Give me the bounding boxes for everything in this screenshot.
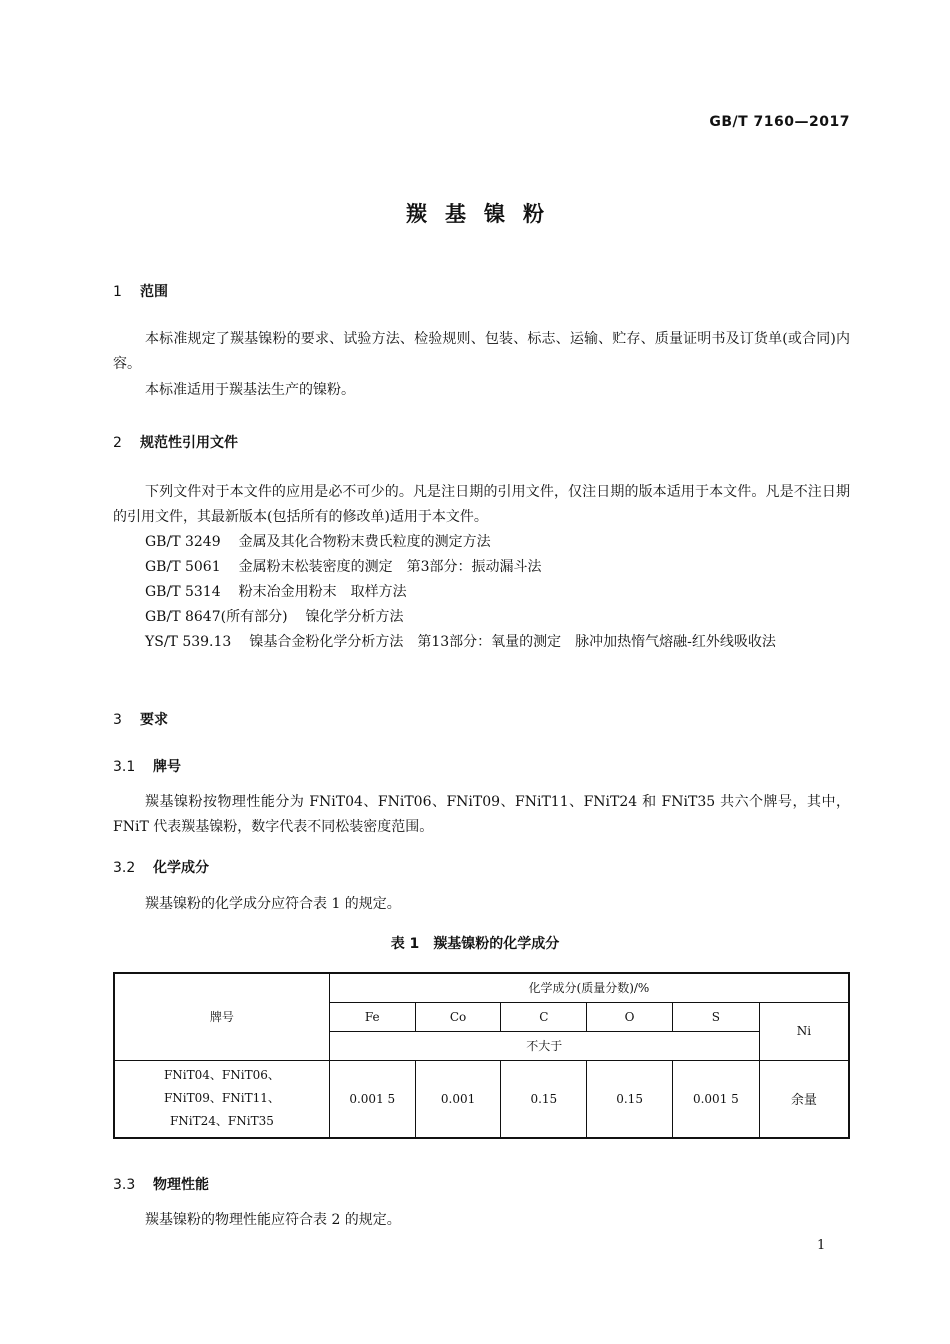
header-element-c: C (501, 1002, 587, 1031)
cell-co-value: 0.001 (415, 1060, 501, 1138)
reference-item (113, 605, 850, 630)
reference-code: YS/T 539.13 (145, 634, 232, 650)
subsection-title: 牌号 (153, 759, 181, 775)
section-number: 2 (113, 435, 122, 451)
reference-item (113, 555, 850, 580)
chemical-composition-table (113, 972, 850, 1139)
header-not-more-than: 不大于 (329, 1031, 759, 1060)
table-caption-number: 表 1 (390, 936, 420, 952)
section-1-para-1: 本标准规定了羰基镍粉的要求、试验方法、检验规则、包装、标志、运输、贮存、质量证明书及订货单(或合同)内容。 (113, 331, 850, 372)
subsection-3-3-heading (113, 1174, 209, 1194)
grade-line: FNiT09、FNiT11、 (163, 1091, 280, 1106)
reference-title: 金属及其化合物粉末费氏粒度的测定方法 (238, 534, 491, 550)
cell-grades (114, 1060, 329, 1138)
table-1-caption (0, 933, 950, 953)
cell-fe-value: 0.001 5 (329, 1060, 415, 1138)
section-2-heading (113, 432, 238, 452)
section-1-para-2: 本标准适用于羰基法生产的镍粉。 (145, 382, 355, 398)
section-title: 范围 (140, 284, 168, 300)
cell-c-value: 0.15 (501, 1060, 587, 1138)
section-title: 要求 (140, 712, 168, 728)
subsection-3-2-heading (113, 857, 209, 877)
reference-code: GB/T 5061 (145, 559, 221, 575)
subsection-3-2-para: 羰基镍粉的化学成分应符合表 1 的规定。 (145, 896, 401, 912)
subsection-title: 物理性能 (153, 1177, 209, 1193)
document-title: 羰基镍粉 (406, 202, 562, 226)
reference-item (113, 580, 850, 605)
cell-o-value: 0.15 (587, 1060, 673, 1138)
subsection-3-1-para: 羰基镍粉按物理性能分为 FNiT04、FNiT06、FNiT09、FNiT11、FNiT24 和 FNiT35 共六个牌号，其中，FNiT 代表羰基镍粉，数字代表不同松装密度范围。 (113, 794, 850, 835)
reference-title: 粉末冶金用粉末 取样方法 (238, 584, 407, 600)
section-title: 规范性引用文件 (140, 435, 238, 451)
header-element-fe: Fe (329, 1002, 415, 1031)
subsection-3-1-heading (113, 756, 181, 776)
cell-s-value: 0.001 5 (672, 1060, 759, 1138)
subsection-number: 3.1 (113, 759, 136, 775)
header-element-co: Co (415, 1002, 501, 1031)
section-1-heading (113, 281, 168, 301)
subsection-title: 化学成分 (153, 860, 209, 876)
section-3-heading (113, 709, 168, 729)
subsection-number: 3.2 (113, 860, 136, 876)
table-caption-title: 羰基镍粉的化学成分 (433, 936, 560, 952)
section-number: 3 (113, 712, 122, 728)
section-2-para-1: 下列文件对于本文件的应用是必不可少的。凡是注日期的引用文件，仅注日期的版本适用于本文件。凡是不注日期的引用文件，其最新版本(包括所有的修改单)适用于本文件。 (113, 484, 850, 525)
reference-title: 镍基合金粉化学分析方法 第13部分：氧量的测定 脉冲加热惰气熔融-红外线吸收法 (249, 634, 776, 650)
subsection-number: 3.3 (113, 1177, 136, 1193)
subsection-3-3-para: 羰基镍粉的物理性能应符合表 2 的规定。 (145, 1212, 401, 1228)
reference-title: 金属粉末松装密度的测定 第3部分：振动漏斗法 (238, 559, 542, 575)
standard-number: GB/T 7160—2017 (709, 114, 850, 130)
section-number: 1 (113, 284, 122, 300)
page-number: 1 (817, 1238, 826, 1253)
header-element-s: S (672, 1002, 759, 1031)
reference-code: GB/T 8647(所有部分) (145, 609, 288, 625)
header-element-ni: Ni (759, 1002, 849, 1060)
reference-code: GB/T 3249 (145, 534, 221, 550)
reference-item (113, 630, 850, 655)
grade-line: FNiT04、FNiT06、 (163, 1068, 280, 1083)
grade-line: FNiT24、FNiT35 (169, 1114, 274, 1129)
reference-title: 镍化学分析方法 (305, 609, 404, 625)
reference-code: GB/T 5314 (145, 584, 221, 600)
reference-item (113, 530, 850, 555)
header-element-o: O (587, 1002, 673, 1031)
header-composition: 化学成分(质量分数)/% (329, 973, 849, 1002)
cell-ni-value: 余量 (759, 1060, 849, 1138)
header-grade: 牌号 (114, 973, 329, 1060)
